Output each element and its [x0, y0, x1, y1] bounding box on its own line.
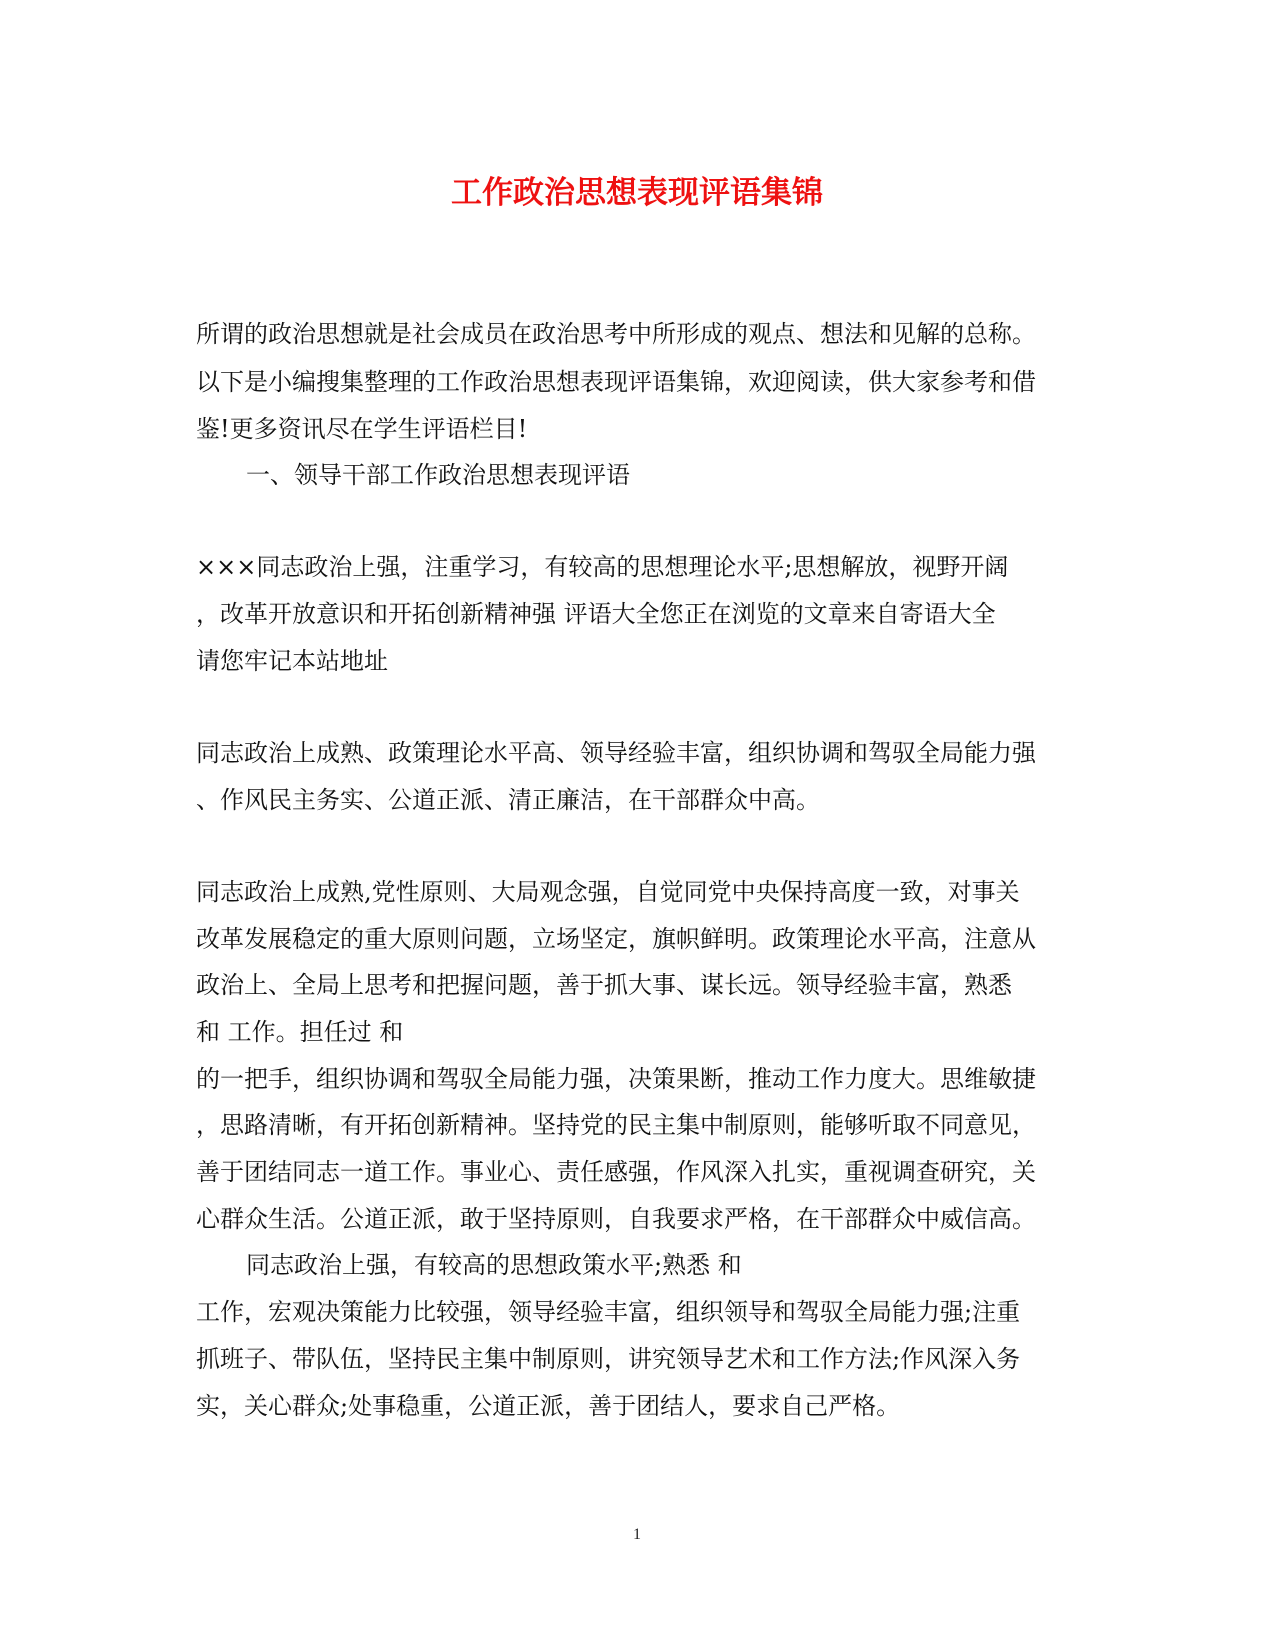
text-line: 同志政治上强，有较高的思想政策水平;熟悉 和	[246, 1251, 742, 1279]
text-line: 改革发展稳定的重大原则问题，立场坚定，旗帜鲜明。政策理论水平高，注意从	[196, 925, 1036, 953]
text-line: 鉴!更多资讯尽在学生评语栏目!	[196, 415, 528, 443]
text-line: 同志政治上成熟,党性原则、大局观念强，自觉同党中央保持高度一致，对事关	[196, 878, 1020, 906]
text-line: ×××同志政治上强，注重学习，有较高的思想理论水平;思想解放，视野开阔	[196, 553, 1009, 581]
text-line: 心群众生活。公道正派，敢于坚持原则，自我要求严格，在干部群众中威信高。	[196, 1205, 1036, 1233]
text-line: ，思路清晰，有开拓创新精神。坚持党的民主集中制原则，能够听取不同意见，	[196, 1111, 1036, 1139]
text-line: 工作，宏观决策能力比较强，领导经验丰富，组织领导和驾驭全局能力强;注重	[196, 1298, 1021, 1326]
text-line: 和 工作。担任过 和	[196, 1018, 404, 1046]
section-heading: 一、领导干部工作政治思想表现评语	[246, 461, 630, 489]
page-title: 工作政治思想表现评语集锦	[451, 175, 823, 211]
text-line: 请您牢记本站地址	[196, 647, 388, 675]
text-line: 所谓的政治思想就是社会成员在政治思考中所形成的观点、想法和见解的总称。	[196, 320, 1036, 348]
text-line: 政治上、全局上思考和把握问题，善于抓大事、谋长远。领导经验丰富，熟悉	[196, 971, 1012, 999]
text-line: 以下是小编搜集整理的工作政治思想表现评语集锦，欢迎阅读，供大家参考和借	[196, 368, 1036, 396]
text-line: 实，关心群众;处事稳重，公道正派，善于团结人，要求自己严格。	[196, 1392, 901, 1420]
text-line: 同志政治上成熟、政策理论水平高、领导经验丰富，组织协调和驾驭全局能力强	[196, 739, 1036, 767]
text-line: 的一把手，组织协调和驾驭全局能力强，决策果断，推动工作力度大。思维敏捷	[196, 1065, 1036, 1093]
text-line: ，改革开放意识和开拓创新精神强 评语大全您正在浏览的文章来自寄语大全	[196, 600, 996, 628]
page-number: 1	[633, 1526, 641, 1543]
text-line: 善于团结同志一道工作。事业心、责任感强，作风深入扎实，重视调查研究，关	[196, 1158, 1036, 1186]
text-line: 、作风民主务实、公道正派、清正廉洁，在干部群众中高。	[196, 786, 820, 814]
text-line: 抓班子、带队伍，坚持民主集中制原则，讲究领导艺术和工作方法;作风深入务	[196, 1345, 1021, 1373]
